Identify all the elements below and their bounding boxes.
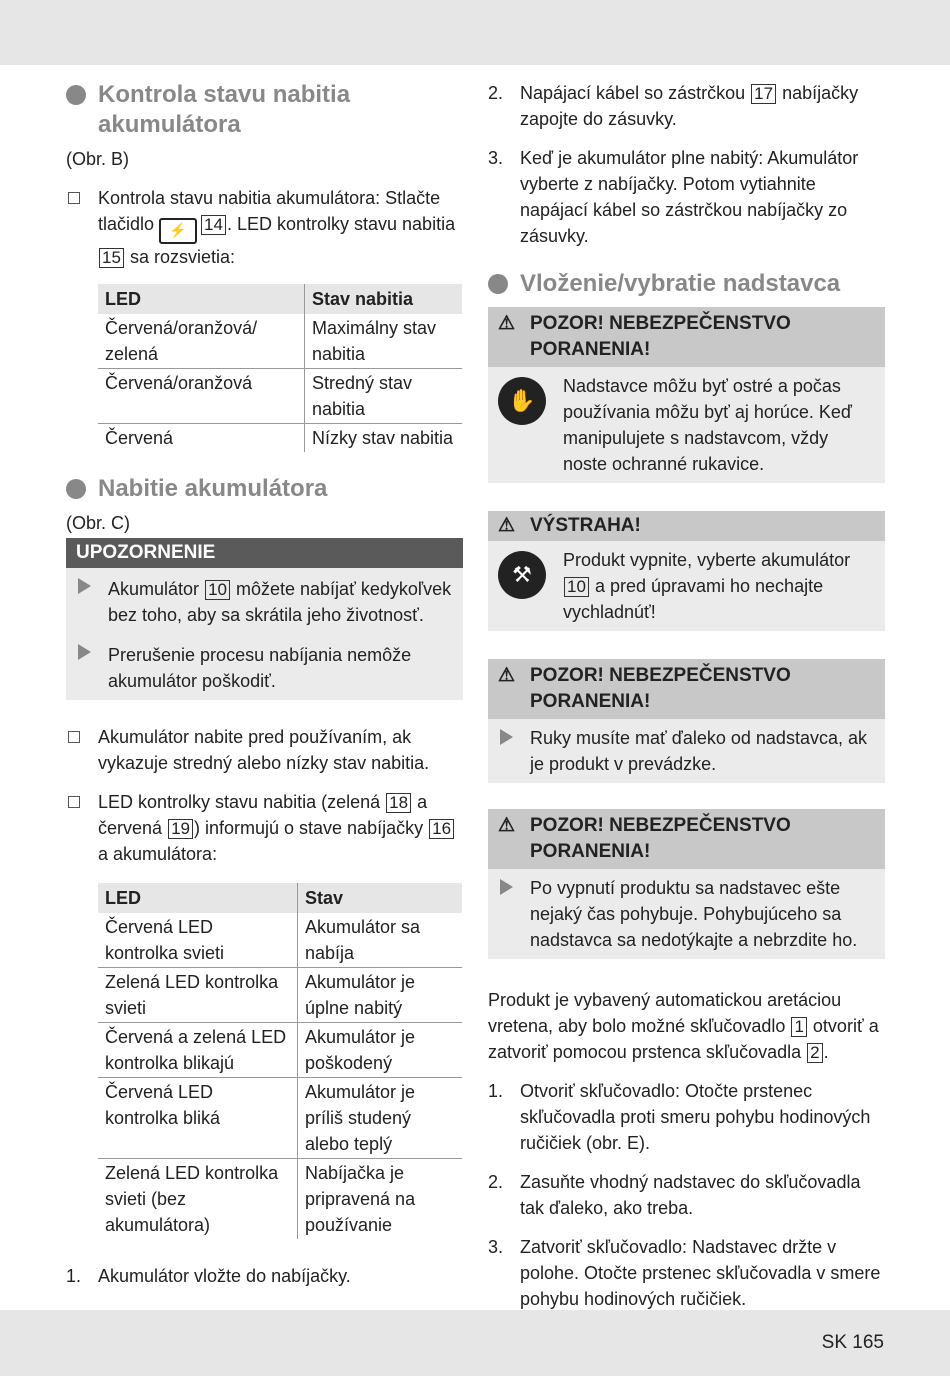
checkbox-item: Akumulátor nabite pred používaním, ak vykazuje stredný alebo nízky stav nabitia. bbox=[66, 724, 463, 776]
warning-body: ⚒ Produkt vypnite, vyberte akumulátor 10 a pred úpravami ho nechajte vychladnúť! bbox=[488, 541, 885, 631]
warning-title: ⚠ POZOR! NEBEZPEČENSTVO PORANENIA! bbox=[488, 809, 885, 869]
note-box bbox=[66, 538, 463, 700]
part-ref: 14 bbox=[201, 215, 226, 235]
left-column bbox=[66, 80, 463, 1289]
warning-box bbox=[488, 307, 885, 483]
warning-box bbox=[488, 809, 885, 959]
note-title: UPOZORNENIE bbox=[66, 538, 463, 568]
footer-band bbox=[0, 1310, 950, 1376]
arrow-right-icon bbox=[500, 729, 513, 745]
arrow-right-icon bbox=[78, 578, 91, 594]
arrow-right-icon bbox=[500, 879, 513, 895]
part-ref: 19 bbox=[168, 819, 193, 839]
step-item: 1. Otvoriť skľučovadlo: Otočte prstenec skľučovadla proti smeru pohybu hodinových ručičiek (obr. E). bbox=[488, 1081, 871, 1153]
section-heading-bit-insert: Vloženie/vybratie nadstavca bbox=[488, 269, 885, 299]
part-ref: 18 bbox=[386, 793, 411, 813]
section-heading-charging: Nabitie akumulátora bbox=[66, 474, 463, 504]
step-item: 2. Zasuňte vhodný nadstavec do skľučovadla tak ďaleko, ako treba. bbox=[488, 1172, 861, 1218]
battery-button-icon: ⚡ bbox=[159, 218, 197, 244]
checkbox-item: LED kontrolky stavu nabitia (zelená 18 a červená 19 ) informujú o stave nabíjačky 16 a akumulátora: bbox=[66, 789, 463, 867]
warning-title: ⚠ VÝSTRAHA! bbox=[488, 511, 885, 541]
warning-triangle-icon: ⚠ bbox=[498, 313, 516, 334]
right-column bbox=[488, 80, 885, 1312]
checkbox-item: Kontrola stavu nabitia akumulátora: Stlačte tlačidlo ⚡ 14 . LED kontrolky stavu nabitia 15 sa rozsvietia: bbox=[66, 185, 463, 270]
warning-item: Po vypnutí produktu sa nadstavec ešte nejaký čas pohybuje. Pohybujúceho sa nadstavca sa nedotýkajte a nebrzdite ho. bbox=[488, 869, 885, 959]
checkbox-icon bbox=[68, 731, 80, 743]
unplug-tool-icon: ⚒ bbox=[498, 551, 546, 599]
charger-status-table bbox=[98, 883, 462, 1239]
warning-box bbox=[488, 659, 885, 783]
table-row: Červená/oranžová Stredný stav nabitia bbox=[98, 369, 462, 424]
note-item: Prerušenie procesu nabíjania nemôže akumulátor poškodiť. bbox=[66, 634, 463, 700]
gloves-icon: ✋ bbox=[498, 377, 546, 425]
arrow-right-icon bbox=[78, 644, 91, 660]
part-ref: 15 bbox=[99, 248, 124, 268]
table-row: Červená LED kontrolka svieti Akumulátor sa nabíja bbox=[98, 913, 462, 968]
step-item: 3. Zatvoriť skľučovadlo: Nadstavec držte v polohe. Otočte prstenec skľučovadla v smere pohybu hodinových ručičiek. bbox=[488, 1237, 881, 1309]
note-item: Akumulátor 10 môžete nabíjať kedykoľvek bez toho, aby sa skrátila jeho životnosť. bbox=[66, 568, 463, 634]
bullet-circle-icon bbox=[66, 479, 86, 499]
step-item: 1. Akumulátor vložte do nabíjačky. bbox=[66, 1266, 351, 1286]
checkbox-icon bbox=[68, 192, 80, 204]
table-row: Červená LED kontrolka bliká Akumulátor je príliš studený alebo teplý bbox=[98, 1078, 462, 1159]
part-ref: 16 bbox=[429, 819, 454, 839]
warning-body: ✋ Nadstavce môžu byť ostré a počas používania môžu byť aj horúce. Keď manipulujete s nadstavcom, vždy noste ochranné rukavice. bbox=[488, 367, 885, 483]
warning-box bbox=[488, 511, 885, 631]
warning-triangle-icon: ⚠ bbox=[498, 665, 516, 686]
table-row: Červená a zelená LED kontrolka blikajú Akumulátor je poškodený bbox=[98, 1023, 462, 1078]
checkbox-icon bbox=[68, 796, 80, 808]
table-header: Stav bbox=[298, 883, 463, 913]
paragraph-spindle-lock: Produkt je vybavený automatickou aretáciou vretena, aby bolo možné skľučovadlo 1 otvoriť a zatvoriť pomocou prstenca skľučovadla 2 . bbox=[488, 990, 879, 1062]
table-row: Červená Nízky stav nabitia bbox=[98, 424, 462, 453]
bullet-circle-icon bbox=[66, 85, 86, 105]
warning-title: ⚠ POZOR! NEBEZPEČENSTVO PORANENIA! bbox=[488, 307, 885, 367]
part-ref: 1 bbox=[791, 1017, 806, 1037]
section-heading-charge-check: Kontrola stavu nabitia akumulátora bbox=[66, 80, 463, 140]
header-band bbox=[0, 0, 950, 65]
part-ref: 10 bbox=[564, 577, 589, 597]
table-row: Zelená LED kontrolka svieti Akumulátor je úplne nabitý bbox=[98, 968, 462, 1023]
warning-triangle-icon: ⚠ bbox=[498, 815, 516, 836]
table-row: Zelená LED kontrolka svieti (bez akumulátora) Nabíjačka je pripravená na používanie bbox=[98, 1159, 462, 1240]
warning-triangle-icon: ⚠ bbox=[498, 515, 516, 536]
table-header: Stav nabitia bbox=[305, 284, 463, 314]
warning-item: Ruky musíte mať ďaleko od nadstavca, ak je produkt v prevádzke. bbox=[488, 719, 885, 783]
step-item: 3. Keď je akumulátor plne nabitý: Akumulátor vyberte z nabíjačky. Potom vytiahnite napájací kábel so zástrčkou nabíjačky zo zásuvky. bbox=[488, 148, 859, 246]
part-ref: 2 bbox=[807, 1043, 822, 1063]
charge-level-table bbox=[98, 284, 462, 452]
figure-ref-c: (Obr. C) bbox=[66, 513, 131, 533]
part-ref: 17 bbox=[751, 84, 776, 104]
bullet-circle-icon bbox=[488, 274, 508, 294]
table-header: LED bbox=[98, 883, 298, 913]
table-row: Červená/oranžová/ zelená Maximálny stav nabitia bbox=[98, 314, 462, 369]
warning-title: ⚠ POZOR! NEBEZPEČENSTVO PORANENIA! bbox=[488, 659, 885, 719]
part-ref: 10 bbox=[205, 580, 230, 600]
page-number: SK 165 bbox=[821, 1332, 884, 1353]
figure-ref-b: (Obr. B) bbox=[66, 149, 130, 169]
table-header: LED bbox=[98, 284, 305, 314]
step-item: 2. Napájací kábel so zástrčkou 17 nabíjačky zapojte do zásuvky. bbox=[488, 83, 859, 129]
